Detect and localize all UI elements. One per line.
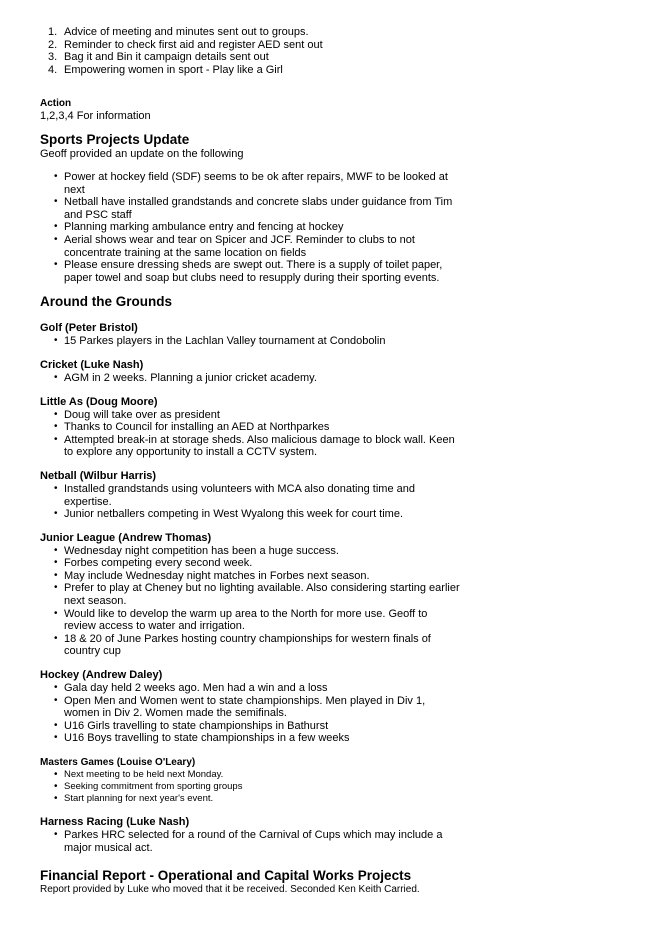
list-item: • Junior netballers competing in West Wyalong this week for court time. — [54, 508, 460, 521]
list-item: • Parkes HRC selected for a round of the Carnival of Cups which may include a major musical act. — [54, 829, 460, 854]
sports-intro: Geoff provided an update on the following — [40, 148, 244, 160]
list-item: • Open Men and Women went to state championships. Men played in Div 1, women in Div 2. Women made the semifinals. — [54, 695, 460, 720]
section-masters-games — [40, 756, 460, 805]
list-item: • AGM in 2 weeks. Planning a junior cricket academy. — [54, 372, 460, 385]
section-golf — [40, 322, 460, 348]
list-item: • Doug will take over as president — [54, 409, 460, 422]
list-item: • Wednesday night competition has been a huge success. — [54, 545, 460, 558]
list-item: • Netball have installed grandstands and concrete slabs under guidance from Tim and PSC staff — [54, 196, 460, 221]
section-hockey — [40, 669, 460, 745]
list-item: • Forbes competing every second week. — [54, 557, 460, 570]
section-junior-league — [40, 532, 460, 658]
list-item: 2. Reminder to check first aid and register AED sent out — [48, 38, 323, 51]
list-item: 1. Advice of meeting and minutes sent out to groups. — [48, 26, 309, 38]
list-item: • Start planning for next year's event. — [54, 793, 460, 805]
financial-report-heading: Financial Report - Operational and Capital Works Projects — [40, 868, 412, 884]
list-item: • 18 & 20 of June Parkes hosting country championships for western finals of country cup — [54, 633, 460, 658]
list-item: 3. Bag it and Bin it campaign details sent out — [48, 51, 269, 63]
action-label: Action — [40, 98, 72, 109]
section-little-as — [40, 396, 460, 459]
list-item: • U16 Girls travelling to state championships in Bathurst — [54, 720, 460, 733]
section-title: Junior League (Andrew Thomas) — [40, 531, 212, 544]
list-item: • Installed grandstands using volunteers with MCA also donating time and expertise. — [54, 483, 460, 508]
section-title: Harness Racing (Luke Nash) — [40, 816, 190, 828]
sports-projects-list — [54, 171, 460, 284]
list-item: • Thanks to Council for installing an AED at Northparkes — [54, 421, 460, 434]
list-item: • Would like to develop the warm up area to the North for more use. Geoff to review access to water and irrigation. — [54, 608, 460, 633]
section-title: Little As (Doug Moore) — [40, 395, 158, 408]
section-title: Netball (Wilbur Harris) — [40, 469, 157, 482]
list-item: 4. Empowering women in sport - Play like a Girl — [48, 63, 283, 76]
section-cricket — [40, 359, 460, 385]
financial-report-text: Report provided by Luke who moved that it be received. Seconded Ken Keith Carried. — [40, 884, 420, 896]
list-item: • Please ensure dressing sheds are swept out. There is a supply of toilet paper, paper towel and soap but clubs need to resupply during their sporting events. — [54, 259, 460, 284]
around-grounds-heading: Around the Grounds — [40, 294, 172, 310]
list-item: • May include Wednesday night matches in Forbes next season. — [54, 570, 460, 583]
section-title: Hockey (Andrew Daley) — [40, 669, 163, 682]
list-item: • Seeking commitment from sporting groups — [54, 781, 460, 793]
sports-projects-heading: Sports Projects Update — [40, 132, 190, 147]
section-title: Cricket (Luke Nash) — [40, 358, 144, 371]
list-item: • U16 Boys travelling to state championships in a few weeks — [54, 732, 460, 745]
list-item: • Aerial shows wear and tear on Spicer and JCF. Reminder to clubs to not concentrate training at the same location on fields — [54, 234, 460, 259]
list-item: • 15 Parkes players in the Lachlan Valley tournament at Condobolin — [54, 335, 460, 348]
top-numbered-list — [48, 26, 460, 76]
section-title: Masters Games (Louise O'Leary) — [40, 757, 196, 768]
list-item: • Attempted break-in at storage sheds. Also malicious damage to block wall. Keen to explore any opportunity to install a CCTV system. — [54, 434, 460, 459]
section-title: Golf (Peter Bristol) — [40, 322, 138, 335]
action-text: 1,2,3,4 For information — [40, 110, 151, 122]
list-item: • Planning marking ambulance entry and fencing at hockey — [54, 221, 460, 234]
list-item: • Power at hockey field (SDF) seems to be ok after repairs, MWF to be looked at next — [54, 171, 460, 196]
list-item: • Gala day held 2 weeks ago. Men had a win and a loss — [54, 682, 460, 695]
list-item: • Next meeting to be held next Monday. — [54, 769, 460, 781]
section-harness-racing — [40, 816, 460, 854]
section-netball — [40, 470, 460, 521]
list-item: • Prefer to play at Cheney but no lighting available. Also considering starting earlier next season. — [54, 582, 460, 607]
